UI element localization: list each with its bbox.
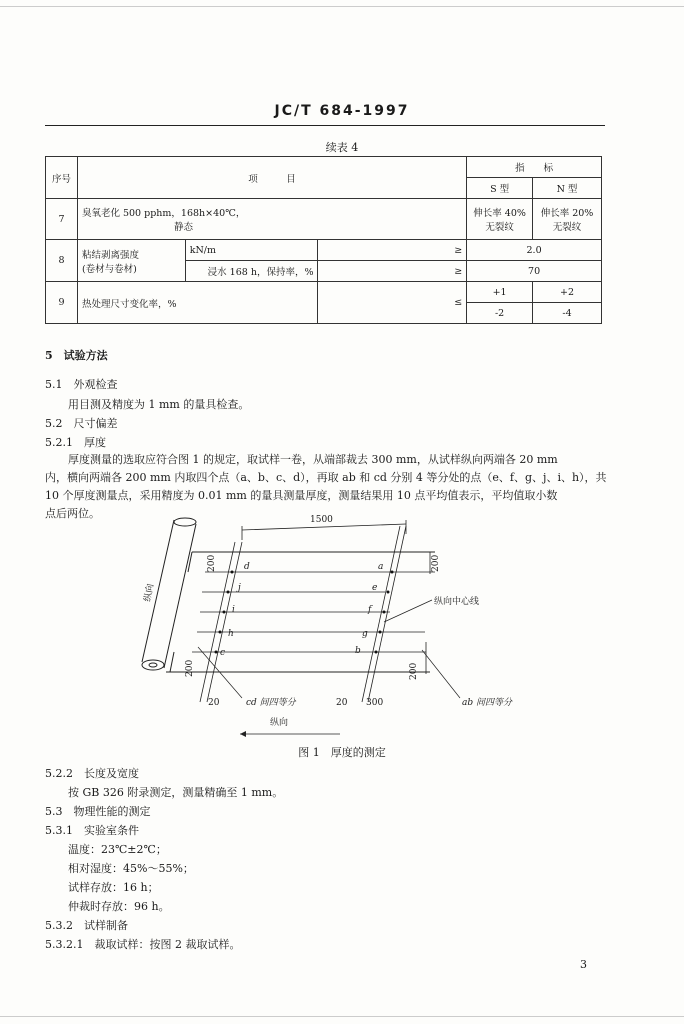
row7-n-line1: 伸长率 20% (540, 208, 594, 219)
row9-sign: ≤ (318, 282, 467, 324)
row8-sub2-value: 70 (467, 261, 602, 282)
label-bottom-direction: 纵向 (270, 718, 289, 728)
section-5-3-2-1-text: 5.3.2.1 裁取试样：按图 2 裁取试样。 (45, 938, 241, 951)
row7-n-line2: 无裂纹 (552, 222, 582, 233)
dim-200-left-bottom: 200 (185, 659, 195, 677)
page-number: 3 (580, 958, 587, 971)
header-index: 序号 (46, 157, 78, 199)
dim-200-right-top: 200 (431, 554, 441, 572)
row7-item-line1: 臭氧老化 500 pphm，168h×40℃， (81, 208, 246, 219)
label-center-line: 纵向中心线 (434, 597, 480, 607)
section-5-2-2-text: 按 GB 326 附录测定，测量精确至 1 mm。 (68, 786, 284, 799)
condition-temperature: 温度：23℃±2℃； (68, 843, 167, 856)
center-line-leader (384, 600, 432, 622)
section-5-3-1-title: 5.3.1 实验室条件 (45, 824, 139, 837)
point-c: c (220, 648, 226, 658)
row8-sub2: 浸水 168 h，保持率，% (185, 261, 318, 282)
row8-item-line2: (卷材与卷材) (81, 263, 137, 275)
point-a: a (378, 562, 384, 572)
scan-edge-bottom (0, 1016, 684, 1017)
point-i: i (232, 605, 235, 615)
point-e: e (372, 583, 378, 593)
scan-edge-top (0, 6, 684, 7)
section-5-3-title: 5.3 物理性能的测定 (45, 805, 151, 818)
condition-humidity: 相对湿度：45%～55%； (68, 862, 194, 875)
row9-s2: -2 (467, 303, 533, 324)
section-5-3-2-title: 5.3.2 试样制备 (45, 919, 128, 932)
point-g: g (362, 629, 368, 639)
header-s-type: S 型 (467, 178, 533, 199)
section-5-1-title: 5.1 外观检查 (45, 378, 118, 391)
row9-n1: +2 (533, 282, 602, 303)
row8-sub2-sign: ≥ (318, 261, 467, 282)
point-f: f (368, 605, 372, 615)
row9-n2: -4 (533, 303, 602, 324)
section-5-2-1-line3: 10 个厚度测量点，采用精度为 0.01 mm 的量具测量厚度，测量结果用 10 点平均值表示，平均值取小数 (45, 489, 558, 502)
condition-arbitration: 仲裁时存放：96 h。 (68, 900, 170, 913)
row7-item (77, 199, 466, 240)
label-cd-quarter: cd 间四等分 (246, 698, 296, 708)
dim-300: 300 (366, 698, 384, 708)
section-5-2-1-title: 5.2.1 厚度 (45, 436, 106, 449)
standard-header: JC/T 684-1997 (274, 103, 410, 119)
header-n-type: N 型 (533, 178, 602, 199)
figure-caption: 图 1 厚度的测定 (298, 746, 386, 759)
cut-lines (200, 520, 406, 702)
section-5-2-1-line2: 内，横向两端各 200 mm 内取四个点（a、b、c、d），再取 ab 和 cd 分别 4 等分处的点（e、f、g、j、i、h），共 (45, 471, 607, 484)
label-ab-quarter: ab 间四等分 (462, 698, 512, 708)
condition-storage: 试样存放：16 h； (68, 881, 159, 894)
section-5-2-1-line1: 厚度测量的选取应符合图 1 的规定，取试样一卷，从端部裁去 300 mm，从试样纵向两端各 20 mm (68, 453, 558, 466)
section-5-title: 5 试验方法 (45, 349, 108, 362)
section-5-2-1-line4: 点后两位。 (45, 507, 100, 520)
header-item: 项 目 (77, 157, 466, 199)
row8-sub1-sign: ≥ (318, 240, 467, 261)
header-indicator: 指 标 (467, 157, 602, 178)
dim-200-left-top: 200 (207, 554, 217, 572)
point-j: j (238, 583, 241, 593)
spec-table (45, 156, 602, 324)
row8-item (77, 240, 185, 282)
ab-leader (422, 650, 460, 698)
row8-item-line1: 粘结剥离强度 (81, 249, 139, 261)
table-caption: 续表 4 (325, 141, 359, 154)
row7-n (533, 199, 602, 240)
row7-s (467, 199, 533, 240)
section-5-2-title: 5.2 尺寸偏差 (45, 417, 118, 430)
thickness-figure (130, 512, 550, 742)
point-h: h (228, 629, 234, 639)
dim-20-right: 20 (336, 698, 348, 708)
row8-no: 8 (46, 240, 78, 282)
label-vertical: 纵向 (143, 583, 157, 603)
row9-item: 热处理尺寸变化率，% (77, 282, 318, 324)
row8-sub1-value: 2.0 (467, 240, 602, 261)
row8-sub1: kN/m (185, 240, 318, 261)
dim-20-left: 20 (208, 698, 220, 708)
row7-item-line2: 静态 (173, 222, 193, 233)
row7-no: 7 (46, 199, 78, 240)
bottom-arrow-head (240, 731, 246, 737)
header-rule (45, 125, 605, 126)
row7-s-line1: 伸长率 40% (473, 208, 526, 219)
dim-1500: 1500 (310, 515, 333, 525)
section-5-1-text: 用目测及精度为 1 mm 的量具检查。 (68, 398, 250, 411)
row7-s-line2: 无裂纹 (485, 222, 514, 233)
point-d: d (244, 562, 250, 572)
row9-no: 9 (46, 282, 78, 324)
row9-s1: +1 (467, 282, 533, 303)
point-b: b (355, 646, 361, 656)
dim-200-right-bottom: 200 (409, 662, 419, 680)
section-5-2-2-title: 5.2.2 长度及宽度 (45, 767, 139, 780)
